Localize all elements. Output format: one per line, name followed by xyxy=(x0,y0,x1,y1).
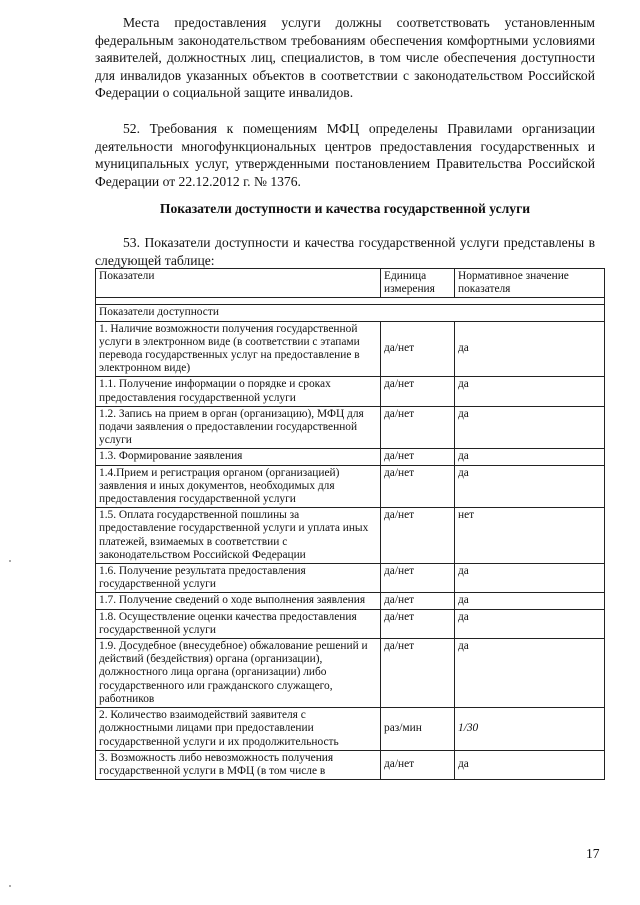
table-row xyxy=(96,465,605,508)
paragraph-53: 53. Показатели доступности и качества государственной услуги представлены в следующей таблице: xyxy=(95,235,595,268)
unit-cell: да/нет xyxy=(381,449,455,465)
unit-cell: да/нет xyxy=(381,465,455,508)
section-label: Показатели доступности xyxy=(96,305,605,321)
indicators-table xyxy=(95,268,605,780)
table-row-blank xyxy=(96,298,605,305)
value-cell: да xyxy=(455,449,605,465)
indicator-cell: 1.9. Досудебное (внесудебное) обжалование решений и действий (бездействия) органа (организации), должностного лица органа (организации) либо государственного или гражданского служащего, работников xyxy=(96,639,381,708)
section-heading: Показатели доступности и качества государственной услуги xyxy=(159,201,531,216)
value-cell: да xyxy=(455,593,605,609)
header-unit: Единица измерения xyxy=(381,269,455,298)
unit-cell: да/нет xyxy=(381,564,455,593)
indicator-cell: 2. Количество взаимодействий заявителя с должностными лицами при предоставлении государственной услуги и их продолжительность xyxy=(96,708,381,751)
indicator-cell: 1. Наличие возможности получения государственной услуги в электронном виде (в соответствии с этапами перевода государственных услуг на предоставление в электронном виде) xyxy=(96,321,381,377)
value-cell: да xyxy=(455,609,605,638)
indicator-cell: 1.7. Получение сведений о ходе выполнения заявления xyxy=(96,593,381,609)
indicator-cell: 1.4.Прием и регистрация органом (организацией) заявления и иных документов, необходимых для предоставления государственной услуги xyxy=(96,465,381,508)
indicator-cell: 1.3. Формирование заявления xyxy=(96,449,381,465)
unit-cell: да/нет xyxy=(381,406,455,449)
unit-cell: да/нет xyxy=(381,508,455,564)
table-row xyxy=(96,508,605,564)
table-row xyxy=(96,377,605,406)
header-indicator: Показатели xyxy=(96,269,381,298)
indicator-cell: 1.6. Получение результата предоставления государственной услуги xyxy=(96,564,381,593)
table-header-row xyxy=(96,269,605,298)
indicator-cell: 1.8. Осуществление оценки качества предоставления государственной услуги xyxy=(96,609,381,638)
value-cell: да xyxy=(455,377,605,406)
unit-cell: да/нет xyxy=(381,377,455,406)
table-row xyxy=(96,406,605,449)
value-cell: да xyxy=(455,639,605,708)
unit-cell: да/нет xyxy=(381,593,455,609)
indicator-cell: 1.2. Запись на прием в орган (организацию), МФЦ для подачи заявления о предоставлении государственной услуги xyxy=(96,406,381,449)
table-row xyxy=(96,708,605,751)
table-row xyxy=(96,639,605,708)
table-section-row xyxy=(96,305,605,321)
indicator-cell: 1.5. Оплата государственной пошлины за предоставление государственной услуги и уплата иных платежей, взимаемых в соответствии с законодательством Российской Федерации xyxy=(96,508,381,564)
paragraph-places: Места предоставления услуги должны соответствовать установленным федеральным законодательством требованиям обеспечения комфортными условиями заявителей, должностных лиц, специалистов, в том числе обеспечения доступности для инвалидов указанных объектов в соответствии с законодательством Российской Федерации о социальной защите инвалидов. xyxy=(95,15,595,101)
indicator-cell: 3. Возможность либо невозможность получения государственной услуги в МФЦ (в том числе в xyxy=(96,750,381,779)
table-row xyxy=(96,564,605,593)
paragraph-52: 52. Требования к помещениям МФЦ определены Правилами организации деятельности многофункциональных центров предоставления государственных и муниципальных услуг, утвержденными постановлением Правительства Российской Федерации от 22.12.2012 г. № 1376. xyxy=(95,121,595,189)
value-cell: да xyxy=(455,750,605,779)
value-cell: да xyxy=(455,321,605,377)
header-value: Нормативное значение показателя xyxy=(455,269,605,298)
page-number: 17 xyxy=(586,846,600,861)
value-cell: да xyxy=(455,564,605,593)
scan-artifact xyxy=(9,560,11,562)
indicator-cell: 1.1. Получение информации о порядке и сроках предоставления государственной услуги xyxy=(96,377,381,406)
unit-cell: раз/мин xyxy=(381,708,455,751)
unit-cell: да/нет xyxy=(381,750,455,779)
table-row xyxy=(96,449,605,465)
unit-cell: да/нет xyxy=(381,321,455,377)
value-cell: 1/30 xyxy=(455,708,605,751)
unit-cell: да/нет xyxy=(381,639,455,708)
table-row xyxy=(96,750,605,779)
table-row xyxy=(96,321,605,377)
value-cell: нет xyxy=(455,508,605,564)
value-cell: да xyxy=(455,406,605,449)
table-row xyxy=(96,593,605,609)
scan-artifact xyxy=(9,885,11,887)
table-row xyxy=(96,609,605,638)
unit-cell: да/нет xyxy=(381,609,455,638)
value-cell: да xyxy=(455,465,605,508)
